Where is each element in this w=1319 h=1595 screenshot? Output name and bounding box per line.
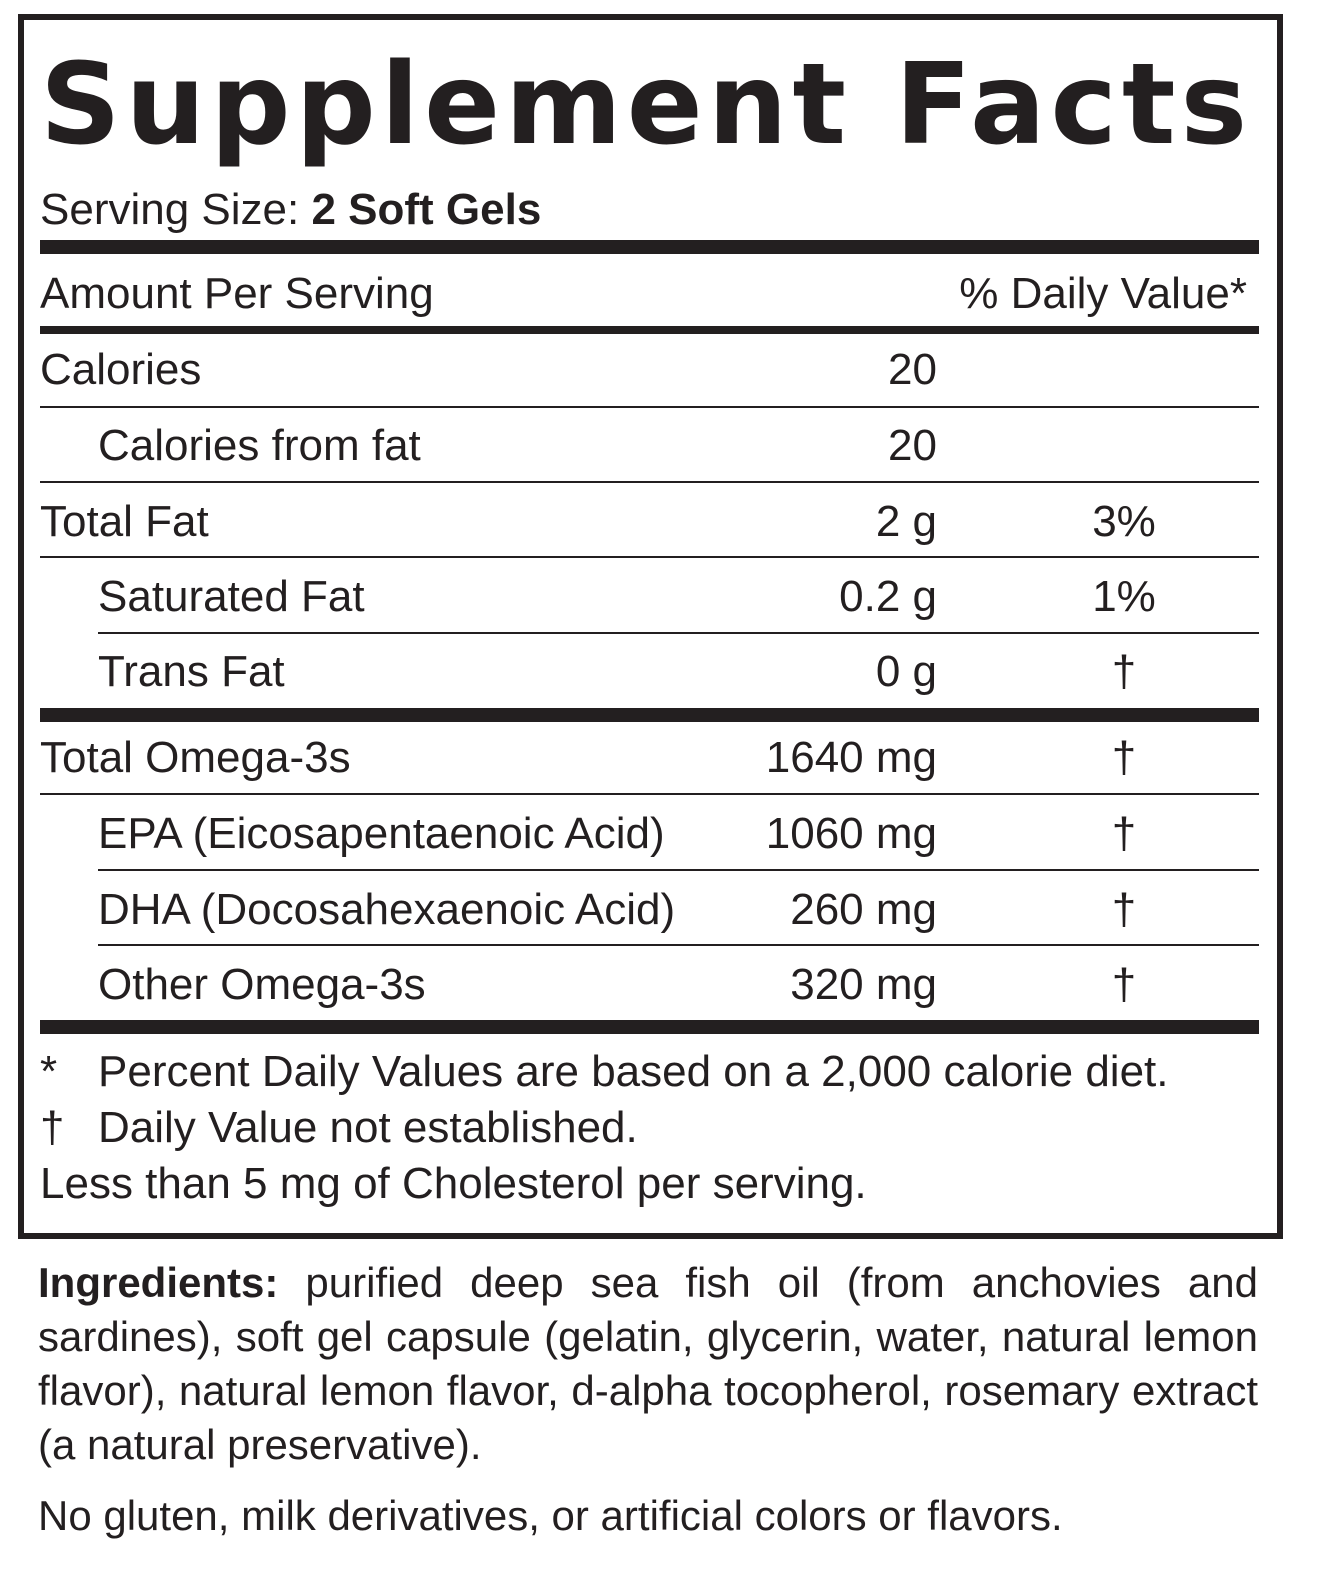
daily-value-header: % Daily Value*	[959, 269, 1247, 318]
nutrient-dv-total-fat: 3%	[1092, 497, 1156, 546]
amount-per-serving-header: Amount Per Serving	[40, 269, 434, 318]
panel-title: Supplement Facts	[40, 40, 1253, 170]
serving-size-value: 2 Soft Gels	[311, 185, 542, 234]
ingredients-text: purified deep sea fish oil (from anchovies and sardines), soft gel capsule (gelatin, glycerin, water, natural lemon flavor), natural lemon flavor, d-alpha tocopherol, rosemary extract (a natural preservative).	[38, 1259, 1258, 1468]
supplement-facts-panel	[18, 14, 1283, 1239]
nutrient-amount-other-omega-3s: 320 mg	[790, 960, 937, 1009]
nutrient-dv-dha: †	[1111, 885, 1137, 934]
nutrient-name-other-omega-3s: Other Omega-3s	[98, 960, 426, 1009]
nutrient-name-saturated-fat: Saturated Fat	[98, 572, 365, 621]
nutrient-amount-calories-from-fat: 20	[888, 421, 937, 470]
nutrient-amount-total-fat: 2 g	[875, 497, 937, 546]
footnote-daily-values	[40, 1044, 1169, 1100]
dagger-symbol: †	[40, 1103, 65, 1152]
medium-divider	[40, 326, 1259, 334]
nutrient-amount-saturated-fat: 0.2 g	[839, 572, 937, 621]
ingredients-label: Ingredients:	[38, 1259, 279, 1306]
nutrient-name-total-omega-3s: Total Omega-3s	[40, 733, 351, 782]
nutrient-name-total-fat: Total Fat	[40, 497, 209, 546]
ingredients-paragraph	[38, 1256, 1258, 1472]
thick-divider	[40, 240, 1259, 254]
nutrient-amount-dha: 260 mg	[790, 885, 937, 934]
row-divider	[98, 632, 1259, 634]
nutrient-amount-total-omega-3s: 1640 mg	[765, 733, 937, 782]
allergen-disclaimer: No gluten, milk derivatives, or artificial colors or flavors.	[38, 1492, 1063, 1539]
nutrient-dv-total-omega-3s: †	[1111, 733, 1137, 782]
row-divider	[40, 481, 1259, 483]
nutrient-amount-calories: 20	[888, 345, 937, 394]
thick-divider	[40, 708, 1259, 722]
nutrient-amount-epa: 1060 mg	[765, 809, 937, 858]
thick-divider	[40, 1020, 1259, 1034]
nutrient-dv-saturated-fat: 1%	[1092, 572, 1156, 621]
row-divider	[40, 406, 1259, 408]
row-divider	[40, 793, 1259, 795]
nutrient-name-dha: DHA (Docosahexaenoic Acid)	[98, 885, 676, 934]
nutrient-amount-trans-fat: 0 g	[875, 647, 937, 696]
nutrient-dv-other-omega-3s: †	[1111, 960, 1137, 1009]
footnote-not-established	[40, 1100, 638, 1156]
nutrient-name-calories-from-fat: Calories from fat	[98, 421, 421, 470]
nutrient-name-epa: EPA (Eicosapentaenoic Acid)	[98, 809, 665, 858]
footnote-dagger-text: Daily Value not established.	[98, 1103, 638, 1152]
serving-size	[40, 180, 541, 240]
row-divider	[98, 944, 1259, 946]
row-divider	[40, 556, 1259, 558]
nutrient-dv-trans-fat: †	[1111, 647, 1137, 696]
footnote-dv-text: Percent Daily Values are based on a 2,000 calorie diet.	[98, 1047, 1169, 1096]
nutrient-dv-epa: †	[1111, 809, 1137, 858]
footnote-cholesterol: Less than 5 mg of Cholesterol per serving.	[40, 1159, 867, 1208]
asterisk-symbol: *	[40, 1047, 58, 1096]
serving-size-label: Serving Size:	[40, 185, 300, 234]
nutrient-name-trans-fat: Trans Fat	[98, 647, 285, 696]
nutrient-name-calories: Calories	[40, 345, 202, 394]
row-divider	[98, 869, 1259, 871]
